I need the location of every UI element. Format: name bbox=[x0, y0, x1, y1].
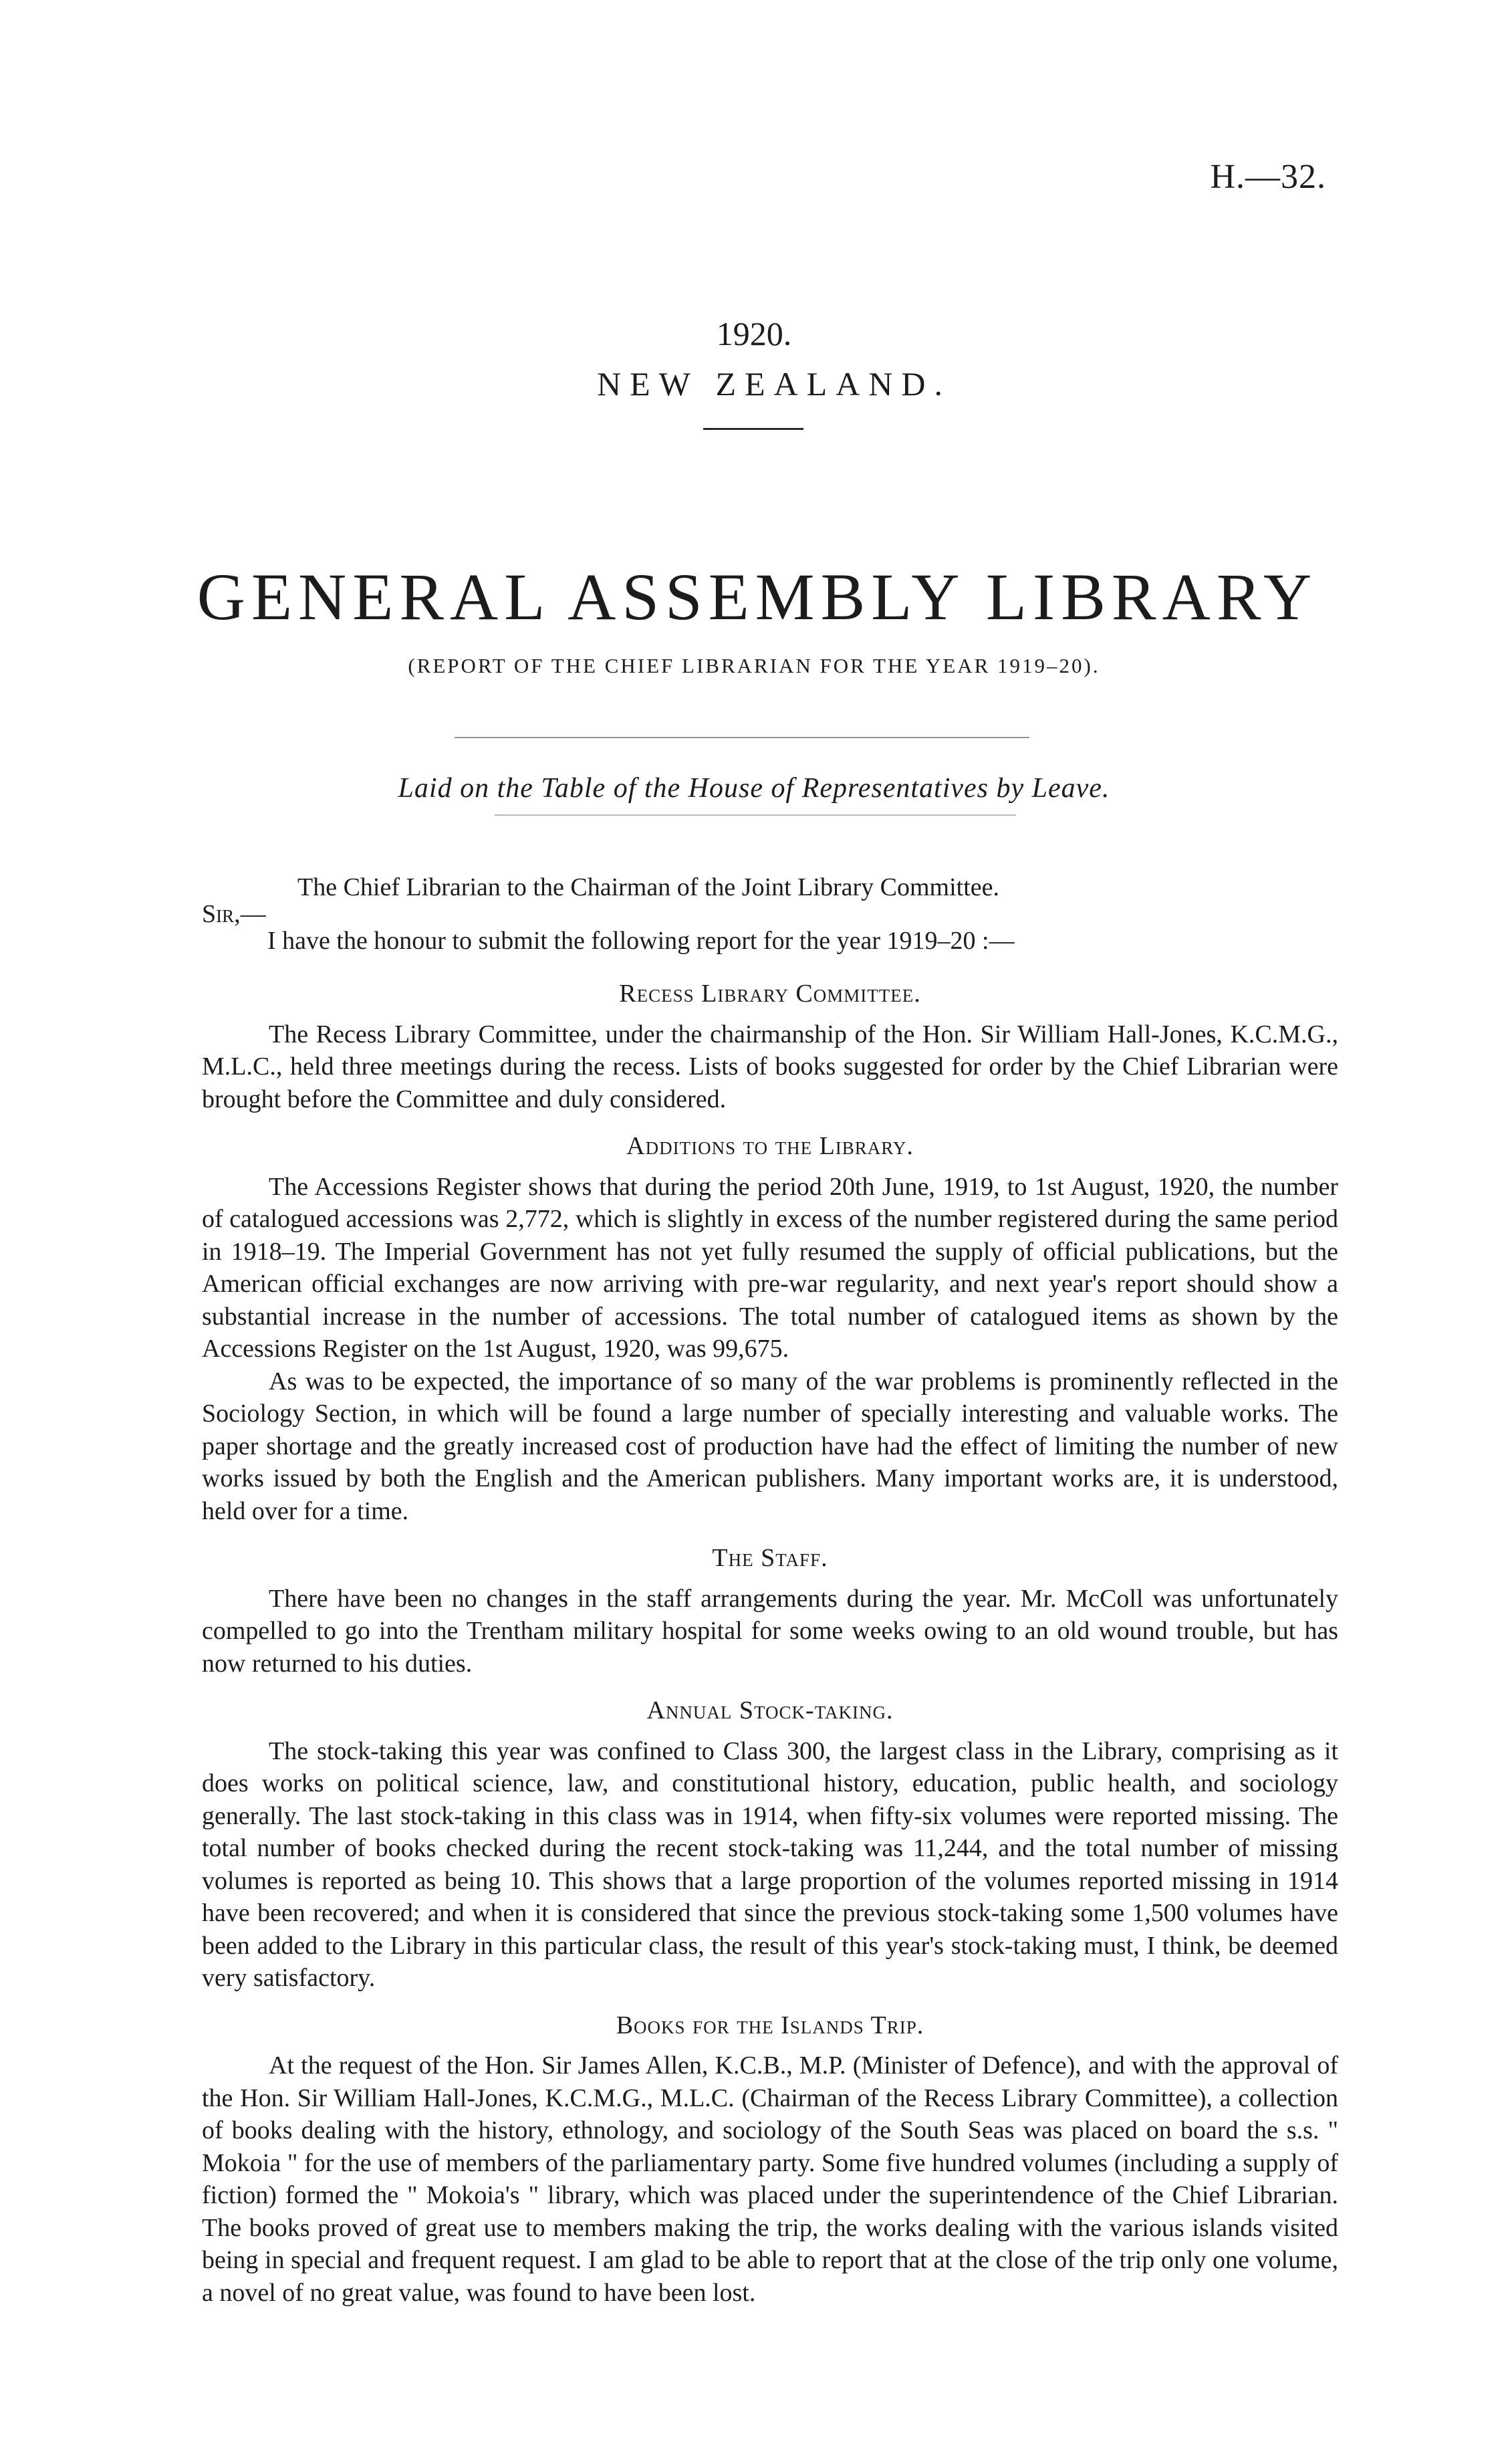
section-the-staff bbox=[202, 1542, 1338, 1680]
masthead-rule bbox=[703, 428, 803, 430]
section-paragraph: As was to be expected, the importance of so many of the war problems is prominently reflected in the Sociology Section, in which will be found a large number of specially interesting and valuable works. The paper shortage and the greatly increased cost of production have had the effect of limiting the number of new works issued by both the English and the American publishers. Many important works are, it is understood, held over for a time. bbox=[202, 1367, 1338, 1525]
letter-address-line: The Chief Librarian to the Chairman of the Joint Library Committee. bbox=[297, 873, 999, 901]
section-heading: Annual Stock-taking. bbox=[646, 1696, 894, 1724]
document-title: GENERAL ASSEMBLY LIBRARY bbox=[197, 560, 1318, 634]
section-heading: Recess Library Committee. bbox=[619, 980, 921, 1008]
section-books-for-islands-trip bbox=[202, 2009, 1338, 2310]
document-reference: H.—32. bbox=[1210, 158, 1326, 196]
section-heading: The Staff. bbox=[712, 1544, 828, 1572]
letter-salutation: Sir,— bbox=[202, 900, 266, 928]
section-paragraph: The Accessions Register shows that during the period 20th June, 1919, to 1st August, 1920, the number of catalogued accessions was 2,772, which is slightly in excess of the number registered during the same period in 1918–19. The Imperial Government has not yet fully resumed the supply of official publications, but the American official exchanges are now arriving with pre-war regularity, and next year's report should show a substantial increase in the number of accessions. The total number of catalogued items as shown by the Accessions Register on the 1st August, 1920, was 99,675. bbox=[202, 1172, 1338, 1363]
report-body bbox=[202, 963, 1338, 2309]
section-recess-library-committee bbox=[202, 978, 1338, 1115]
publication-year: 1920. bbox=[716, 315, 792, 352]
country-heading: NEW ZEALAND. bbox=[597, 365, 951, 403]
section-paragraph: The stock-taking this year was confined to Class 300, the largest class in the Library, comprising as it does works on political science, law, and constitutional history, education, public health, and sociology generally. The last stock-taking in this class was in 1914, when fifty-six volumes were reported missing. The total number of books checked during the recent stock-taking was 11,244, and the total number of missing volumes is reported as being 10. This shows that a large proportion of the volumes reported missing in 1914 have been recovered; and when it is considered that since the previous stock-taking some 1,500 volumes have been added to the Library in this particular class, the result of this year's stock-taking must, I think, be deemed very satisfactory. bbox=[202, 1737, 1338, 1992]
letter-intro: I have the honour to submit the following report for the year 1919–20 :— bbox=[267, 927, 1015, 955]
document-subtitle: (REPORT OF THE CHIEF LIBRARIAN FOR THE YEAR 1919–20). bbox=[408, 654, 1100, 677]
section-heading: Additions to the Library. bbox=[626, 1132, 914, 1160]
section-paragraph: There have been no changes in the staff arrangements during the year. Mr. McColl was unfortunately compelled to go into the Trentham military hospital for some weeks owing to an old wound trouble, but has now returned to his duties. bbox=[202, 1584, 1338, 1678]
section-heading: Books for the Islands Trip. bbox=[616, 2011, 924, 2039]
section-annual-stock-taking bbox=[202, 1694, 1338, 1995]
section-paragraph: At the request of the Hon. Sir James Allen, K.C.B., M.P. (Minister of Defence), and with the approval of the Hon. Sir William Hall-Jones, K.C.M.G., M.L.C. (Chairman of the Recess Library Committee), a collection of books dealing with the history, ethnology, and sociology of the South Seas was placed on board the s.s. " Mokoia " for the use of members of the parliamentary party. Some five hundred volumes (including a supply of fiction) formed the " Mokoia's " library, which was placed under the superintendence of the Chief Librarian. The books proved of great use to members making the trip, the works dealing with the various islands visited being in special and frequent request. I am glad to be able to report that at the close of the trip only one volume, a novel of no great value, was found to have been lost. bbox=[202, 2051, 1338, 2307]
section-additions-to-library bbox=[202, 1130, 1338, 1527]
section-paragraph: The Recess Library Committee, under the chairmanship of the Hon. Sir William Hall-Jones, K.C.M.G., M.L.C., held three meetings during the recess. Lists of books suggested for order by the Chief Librarian were brought before the Committee and duly considered. bbox=[202, 1020, 1338, 1113]
separator-rule-top bbox=[455, 737, 1029, 738]
laid-on-table-note: Laid on the Table of the House of Representatives by Leave. bbox=[398, 773, 1110, 804]
separator-rule-bottom bbox=[495, 814, 1016, 816]
